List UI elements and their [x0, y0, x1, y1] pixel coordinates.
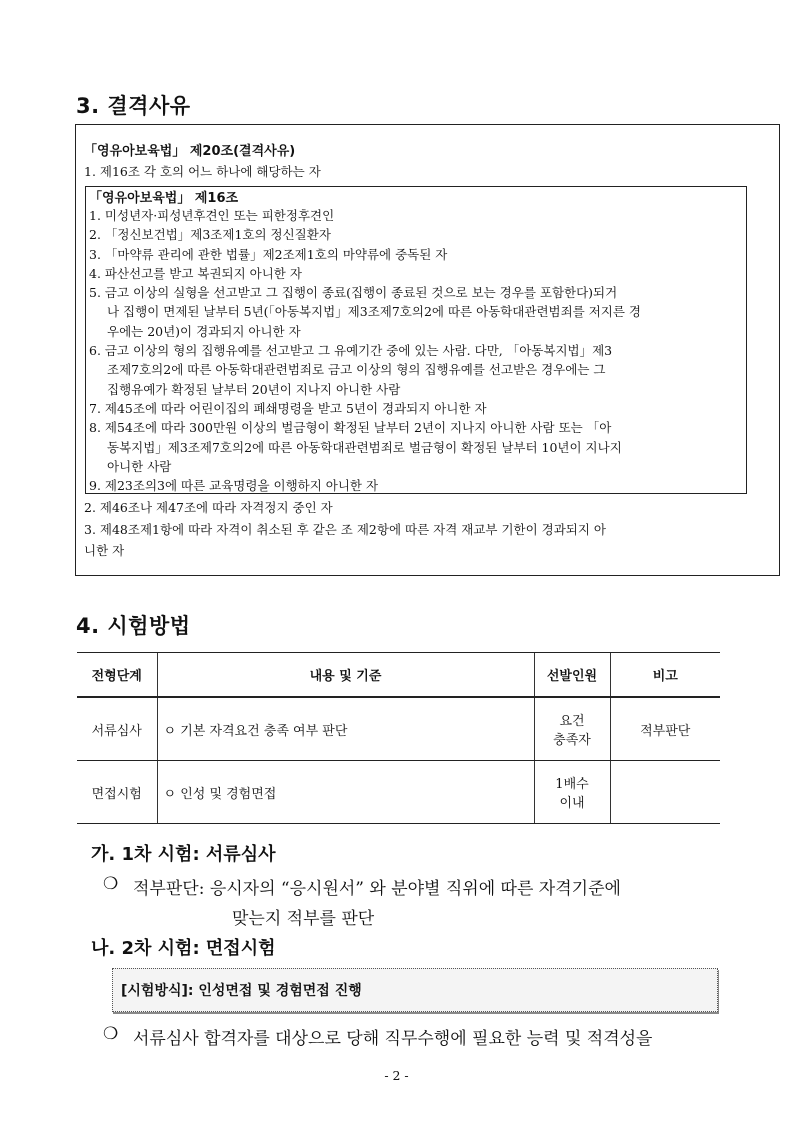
row-note: 적부판단 — [610, 697, 720, 761]
row-count-line1: 요건 — [559, 714, 585, 729]
exam-method-text: [시험방식]: 인성면접 및 경험면접 진행 — [121, 983, 362, 999]
row-content: ㅇ 기본 자격요건 충족 여부 판단 — [157, 697, 534, 761]
row-stage: 서류심사 — [77, 697, 157, 761]
list-item-cont: 아니한 사람 — [107, 458, 172, 474]
list-item-cont: 우에는 20년)이 경과되지 아니한 자 — [107, 323, 301, 339]
disqualification-item-3: 3. 제48조제1항에 따라 자격이 취소된 후 같은 조 제2항에 따른 자격 재교부 기한이 경과되지 아 — [84, 522, 606, 537]
article-16-title: 「영유아보육법」 제16조 — [89, 191, 239, 206]
list-item-cont: 동복지법」제3조제7호의2에 따른 아동학대관련범죄로 벌금형이 확정된 날부터 10년이 지나지 — [107, 439, 622, 455]
row-count-line1: 1배수 — [555, 777, 589, 792]
list-item: 8. 제54조에 따라 300만원 이상의 벌금형이 확정된 날부터 2년이 지나지 아니한 사람 또는 「아 — [89, 420, 612, 436]
col-header-note: 비고 — [610, 653, 720, 698]
disqualification-item-1: 1. 제16조 각 호의 어느 하나에 해당하는 자 — [84, 164, 321, 179]
article-16-list — [89, 206, 641, 495]
table-header-row — [77, 653, 720, 698]
subsection-2-text: 서류심사 합격자를 대상으로 당해 직무수행에 필요한 능력 및 적격성을 — [133, 1029, 653, 1049]
subsection-1-text: 적부판단: 응시자의 “응시원서” 와 분야별 직위에 따른 자격기준에 — [133, 879, 621, 899]
disqualification-item-2: 2. 제46조나 제47조에 따라 자격정지 중인 자 — [84, 500, 333, 515]
list-item: 3. 「마약류 관리에 관한 법률」제2조제1호의 마약류에 중독된 자 — [89, 246, 448, 262]
table-row — [77, 761, 720, 824]
list-item: 5. 금고 이상의 실형을 선고받고 그 집행이 종료(집행이 종료된 것으로 보는 경우를 포함한다)되거 — [89, 285, 618, 301]
page-number: - 2 - — [384, 1068, 409, 1083]
law-title: 「영유아보육법」 제20조(결격사유) — [84, 144, 296, 159]
list-item: 4. 파산선고를 받고 복권되지 아니한 자 — [89, 265, 302, 281]
list-item-cont: 나 집행이 면제된 날부터 5년(「아동복지법」제3조제7호의2에 따른 아동학대관련범죄를 저지른 경 — [107, 304, 642, 320]
list-item: 7. 제45조에 따라 어린이집의 폐쇄명령을 받고 5년이 경과되지 아니한 자 — [89, 400, 487, 416]
row-note — [610, 761, 720, 824]
subsection-2-title: 나. 2차 시험: 면접시험 — [91, 938, 276, 959]
row-count-line2: 충족자 — [553, 733, 591, 748]
col-header-count: 선발인원 — [534, 653, 610, 698]
col-header-stage: 전형단계 — [77, 653, 157, 698]
col-header-content: 내용 및 기준 — [157, 653, 534, 698]
list-item: 1. 미성년자·피성년후견인 또는 피한정후견인 — [89, 208, 335, 223]
row-count-line2: 이내 — [559, 796, 585, 811]
section-4-title: 4. 시험방법 — [76, 614, 191, 638]
subsection-1-text-cont: 맞는지 적부를 판단 — [232, 909, 375, 929]
row-count — [534, 697, 610, 761]
list-item: 2. 「정신보건법」제3조제1호의 정신질환자 — [89, 227, 331, 243]
section-3-title: 3. 결격사유 — [76, 94, 191, 118]
list-item: 6. 금고 이상의 형의 집행유예를 선고받고 그 유예기간 중에 있는 사람. 다만, 「아동복지법」제3 — [89, 343, 613, 359]
list-item-cont: 집행유예가 확정된 날부터 20년이 지나지 아니한 사람 — [107, 381, 401, 397]
list-item: 9. 제23조의3에 따른 교육명령을 이행하지 아니한 자 — [89, 478, 379, 494]
row-content: ㅇ 인성 및 경험면접 — [157, 761, 534, 824]
disqualification-item-3-cont: 니한 자 — [84, 543, 125, 558]
table-row — [77, 697, 720, 761]
bullet-icon: ❍ — [103, 874, 119, 894]
bullet-icon: ❍ — [103, 1024, 119, 1044]
row-stage: 면접시험 — [77, 761, 157, 824]
subsection-1-title: 가. 1차 시험: 서류심사 — [91, 844, 276, 865]
exam-method-callout — [112, 968, 718, 1012]
row-count — [534, 761, 610, 824]
exam-table — [77, 652, 720, 824]
list-item-cont: 조제7호의2에 따른 아동학대관련범죄로 금고 이상의 형의 집행유예를 선고받은 경우에는 그 — [107, 362, 606, 378]
